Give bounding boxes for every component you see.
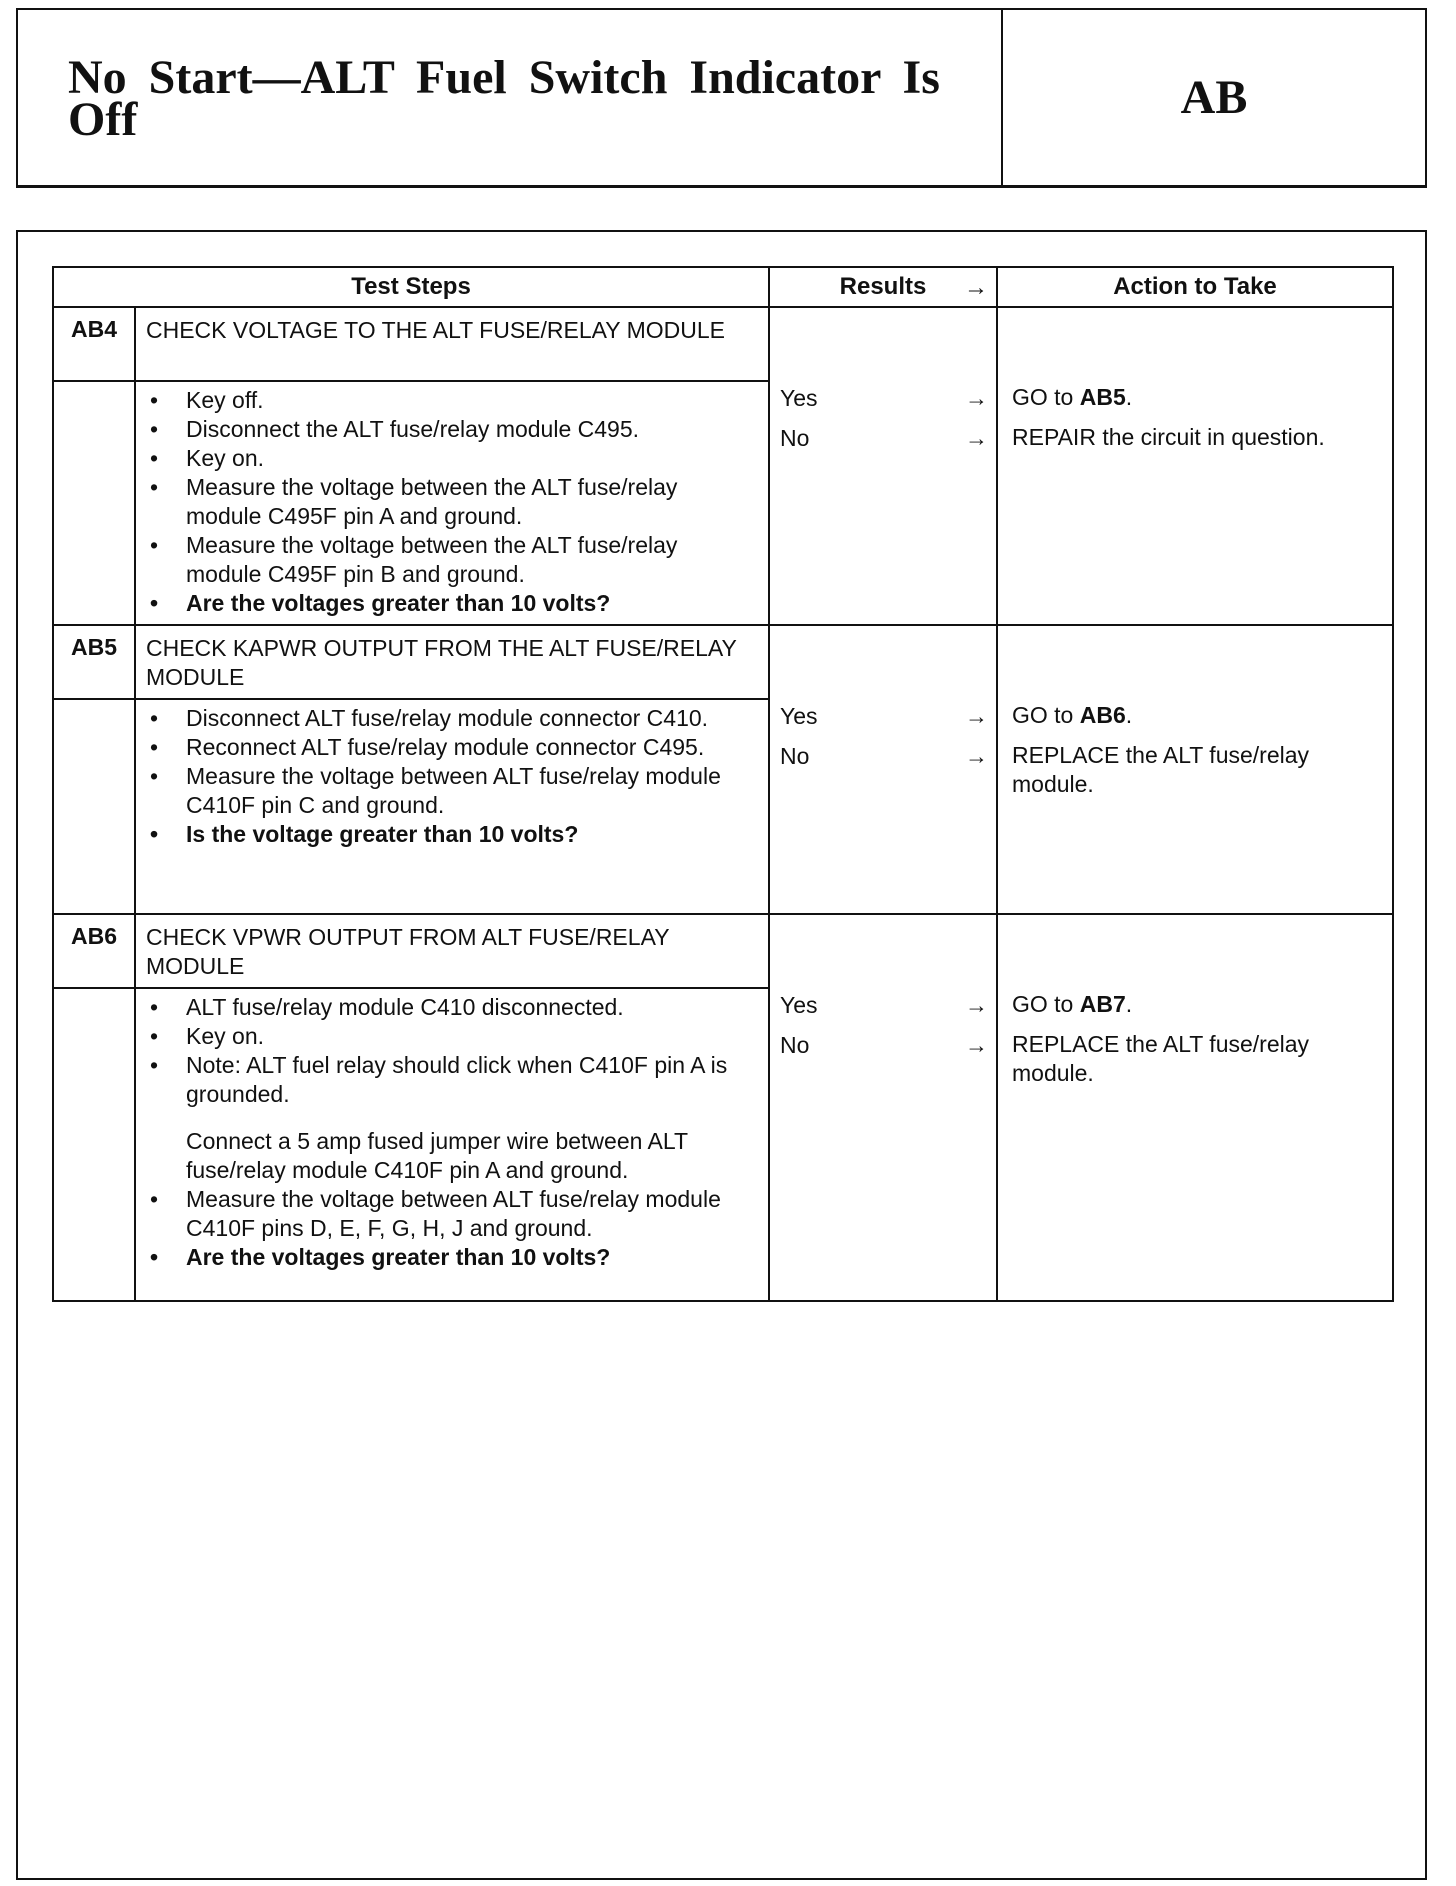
instruction-item: • Disconnect ALT fuse/relay module connector C410. bbox=[150, 704, 758, 733]
action-no: REPLACE the ALT fuse/relay module. bbox=[1012, 742, 1310, 797]
result-yes bbox=[780, 701, 988, 731]
step-title: CHECK KAPWR OUTPUT FROM THE ALT FUSE/RELAY MODULE bbox=[135, 625, 769, 699]
arrow-icon: → bbox=[965, 743, 988, 769]
result-yes bbox=[780, 990, 988, 1020]
result-no bbox=[780, 1030, 988, 1060]
step-reference: AB7 bbox=[1079, 991, 1126, 1017]
col-header-results-label: Results bbox=[839, 273, 927, 300]
instruction-question: • Is the voltage greater than 10 volts? bbox=[150, 820, 758, 849]
instruction-item: • Key on. bbox=[150, 444, 758, 473]
step-id: AB4 bbox=[53, 307, 135, 381]
action-yes bbox=[1012, 701, 1382, 730]
arrow-icon: → bbox=[965, 992, 988, 1018]
results-cell bbox=[769, 307, 997, 625]
instruction-item: • Reconnect ALT fuse/relay module connector C495. bbox=[150, 733, 758, 762]
action-no: REPAIR the circuit in question. bbox=[1012, 424, 1325, 450]
step-title: CHECK VPWR OUTPUT FROM ALT FUSE/RELAY MODULE bbox=[135, 914, 769, 988]
instruction-item: • Measure the voltage between ALT fuse/relay module C410F pin C and ground. bbox=[150, 762, 758, 820]
result-no-label: No bbox=[780, 1032, 810, 1058]
instruction-question: • Are the voltages greater than 10 volts? bbox=[150, 1243, 758, 1272]
step-title-row bbox=[53, 914, 1393, 988]
instruction-item: • Measure the voltage between the ALT fuse/relay module C495F pin B and ground. bbox=[150, 531, 758, 589]
step-title-row bbox=[53, 307, 1393, 381]
action-yes-suffix: . bbox=[1125, 384, 1133, 410]
step-instructions bbox=[135, 381, 769, 625]
step-reference: AB5 bbox=[1079, 384, 1126, 410]
step-id-blank bbox=[53, 699, 135, 914]
step-instructions bbox=[135, 699, 769, 914]
action-yes-suffix: . bbox=[1125, 991, 1133, 1017]
instruction-note: Connect a 5 amp fused jumper wire between ALT fuse/relay module C410F pin A and ground. bbox=[186, 1128, 688, 1183]
instruction-item: • Note: ALT fuel relay should click when C410F pin A is grounded. bbox=[150, 1051, 758, 1109]
instruction-item: • Key on. bbox=[150, 1022, 758, 1051]
step-id: AB6 bbox=[53, 914, 135, 988]
section-code: AB bbox=[1180, 71, 1248, 124]
col-header-test-steps: Test Steps bbox=[53, 267, 769, 307]
step-id-blank bbox=[53, 988, 135, 1301]
result-yes bbox=[780, 383, 988, 413]
result-yes-label: Yes bbox=[780, 385, 818, 411]
instruction-question: • Are the voltages greater than 10 volts? bbox=[150, 589, 758, 618]
instruction-item: • Measure the voltage between the ALT fuse/relay module C495F pin A and ground. bbox=[150, 473, 758, 531]
action-yes-text: GO to bbox=[1012, 384, 1080, 410]
step-id-blank bbox=[53, 381, 135, 625]
result-no-label: No bbox=[780, 425, 810, 451]
instruction-item: • ALT fuse/relay module C410 disconnected. bbox=[150, 993, 758, 1022]
page-header bbox=[16, 8, 1427, 188]
instruction-item: • Key off. bbox=[150, 386, 758, 415]
page-title: No Start—ALT Fuel Switch Indicator Is Off bbox=[68, 51, 940, 146]
arrow-icon: → bbox=[965, 425, 988, 451]
title-cell bbox=[18, 10, 1003, 185]
action-cell bbox=[997, 914, 1393, 1301]
action-cell bbox=[997, 625, 1393, 914]
col-header-results bbox=[769, 267, 997, 307]
action-yes-suffix: . bbox=[1125, 702, 1133, 728]
table-header-row bbox=[53, 267, 1393, 307]
result-no-label: No bbox=[780, 743, 810, 769]
arrow-icon: → bbox=[965, 385, 988, 411]
result-yes-label: Yes bbox=[780, 703, 818, 729]
action-yes-text: GO to bbox=[1012, 702, 1080, 728]
step-id: AB5 bbox=[53, 625, 135, 699]
arrow-icon: → bbox=[965, 703, 988, 729]
arrow-icon: → bbox=[965, 1032, 988, 1058]
action-yes bbox=[1012, 990, 1382, 1019]
instruction-item: • Measure the voltage between ALT fuse/relay module C410F pins D, E, F, G, H, J and ground. bbox=[150, 1185, 758, 1243]
step-reference: AB6 bbox=[1079, 702, 1126, 728]
results-cell bbox=[769, 914, 997, 1301]
step-title-row bbox=[53, 625, 1393, 699]
action-yes bbox=[1012, 383, 1382, 412]
arrow-icon: → bbox=[964, 274, 988, 301]
action-yes-text: GO to bbox=[1012, 991, 1080, 1017]
step-title: CHECK VOLTAGE TO THE ALT FUSE/RELAY MODULE bbox=[135, 307, 769, 381]
test-steps-table bbox=[52, 266, 1394, 1302]
action-cell bbox=[997, 307, 1393, 625]
step-instructions bbox=[135, 988, 769, 1301]
result-no bbox=[780, 423, 988, 453]
result-yes-label: Yes bbox=[780, 992, 818, 1018]
action-no: REPLACE the ALT fuse/relay module. bbox=[1012, 1031, 1310, 1086]
results-cell bbox=[769, 625, 997, 914]
instruction-item: • Disconnect the ALT fuse/relay module C495. bbox=[150, 415, 758, 444]
result-no bbox=[780, 741, 988, 771]
col-header-action: Action to Take bbox=[997, 267, 1393, 307]
